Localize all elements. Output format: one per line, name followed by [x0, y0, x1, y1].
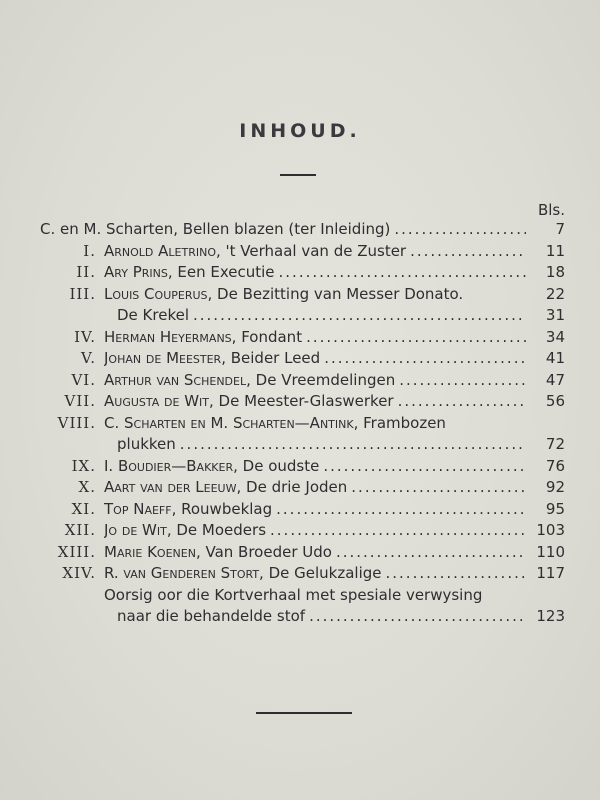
entry-title: , Een Executie [167, 263, 275, 281]
closing-rule [256, 712, 352, 714]
leader-dots [319, 456, 526, 478]
page-title: INHOUD. [239, 120, 361, 142]
entry-title: , Beider Leed [221, 349, 321, 367]
entry-author: Herman Heyermans [104, 327, 232, 346]
toc-entry [0, 370, 600, 392]
leader-dots [305, 606, 526, 628]
entry-page: 56 [545, 392, 565, 410]
toc-entry [0, 327, 600, 349]
entry-title: , Van Broeder Udo [195, 542, 332, 561]
leader-dots [382, 563, 527, 585]
leader-dots [266, 520, 526, 542]
entry-title: , De Moeders [166, 521, 267, 539]
leader-dots [394, 391, 526, 413]
entry-title: , De Vreemdelingen [246, 370, 396, 389]
table-of-contents [0, 219, 600, 628]
entry-page: 110 [536, 542, 565, 561]
toc-entry [0, 520, 600, 542]
entry-number: XI. [71, 499, 96, 518]
entry-author: Arnold Aletrino [104, 241, 216, 260]
leader-dots [272, 499, 526, 521]
entry-title: , Frambozen [353, 413, 446, 432]
entry-page: 76 [545, 456, 565, 475]
entry-number: I. [83, 241, 96, 260]
entry-title: , De drie Joden [236, 478, 348, 496]
entry-author: R. van Genderen Stort [104, 564, 260, 582]
toc-entry [0, 219, 600, 241]
entry-page: 41 [545, 349, 565, 367]
entry-title: , De Bezitting van Messer Donato. [207, 284, 464, 303]
leader-dots [332, 542, 526, 564]
entry-page: 117 [536, 564, 565, 582]
entry-author: Arthur van Schendel [104, 370, 247, 389]
entry-title: , De Meester-Glaswerker [209, 392, 394, 410]
toc-entry [0, 585, 600, 607]
leader-dots [390, 219, 526, 241]
entry-number: IV. [74, 327, 96, 346]
toc-entry [0, 284, 600, 306]
entry-author: C. Scharten en M. Scharten—Antink [104, 413, 354, 432]
leader-dots [302, 327, 526, 349]
entry-author: Johan de Meester [104, 349, 222, 367]
entry-title: naar die behandelde stof [117, 607, 306, 625]
entry-page: 18 [545, 263, 565, 281]
entry-number: V. [81, 349, 96, 367]
entry-number: VIII. [57, 413, 96, 432]
entry-author: Top Naeff [104, 499, 172, 518]
entry-author: Louis Couperus [104, 284, 208, 303]
entry-title: , Bellen blazen (ter Inleiding) [173, 220, 391, 238]
entry-page: 31 [545, 306, 565, 324]
entry-page: 22 [545, 284, 565, 303]
toc-entry [0, 477, 600, 499]
toc-entry [0, 391, 600, 413]
entry-title: , Rouwbeklag [171, 499, 273, 518]
entry-number: XIV. [62, 564, 96, 582]
entry-number: III. [69, 284, 96, 303]
entry-page: 103 [536, 521, 565, 539]
entry-author: Augusta de Wit [104, 392, 210, 410]
toc-entry [0, 262, 600, 284]
entry-title: , De oudste [233, 456, 320, 475]
toc-entry [0, 305, 600, 327]
entry-title: , Fondant [231, 327, 303, 346]
entry-page: 95 [545, 499, 565, 518]
entry-page: 123 [536, 607, 565, 625]
entry-author: I. Boudier—Bakker [104, 456, 234, 475]
entry-author: Jo de Wit [104, 521, 167, 539]
toc-entry [0, 413, 600, 435]
entry-number: VII. [64, 392, 96, 410]
toc-entry [0, 456, 600, 478]
leader-dots [406, 241, 526, 263]
leader-dots [189, 305, 526, 327]
entry-author: C. en M. Scharten [40, 220, 174, 238]
entry-number: XIII. [57, 542, 96, 561]
leader-dots [320, 348, 526, 370]
leader-dots [176, 434, 526, 456]
entry-page: 92 [545, 478, 565, 496]
leader-dots [347, 477, 526, 499]
entry-author: Ary Prins [104, 263, 168, 281]
toc-entry [0, 241, 600, 263]
entry-number: II. [76, 263, 96, 281]
toc-entry [0, 542, 600, 564]
entry-number: IX. [71, 456, 96, 475]
page-column-label: Bls. [537, 201, 565, 219]
entry-page: 47 [545, 370, 565, 389]
leader-dots [275, 262, 526, 284]
entry-page: 11 [545, 241, 565, 260]
entry-title: De Krekel [117, 306, 189, 324]
entry-page: 7 [555, 220, 565, 238]
entry-page: 34 [545, 327, 565, 346]
entry-title: plukken [117, 435, 176, 453]
entry-number: VI. [71, 370, 96, 389]
entry-author: Marie Koenen [104, 542, 196, 561]
toc-entry [0, 434, 600, 456]
toc-entry [0, 499, 600, 521]
entry-title: , 't Verhaal van de Zuster [216, 241, 407, 260]
title-rule [280, 174, 316, 176]
leader-dots [395, 370, 526, 392]
toc-entry [0, 606, 600, 628]
entry-author: Aart van der Leeuw [104, 478, 237, 496]
entry-number: XII. [64, 521, 96, 539]
toc-entry [0, 563, 600, 585]
entry-title: Oorsig oor die Kortverhaal met spesiale verwysing [104, 585, 483, 604]
entry-number: X. [78, 478, 96, 496]
entry-title: , De Gelukzalige [259, 564, 382, 582]
entry-page: 72 [545, 435, 565, 453]
toc-entry [0, 348, 600, 370]
